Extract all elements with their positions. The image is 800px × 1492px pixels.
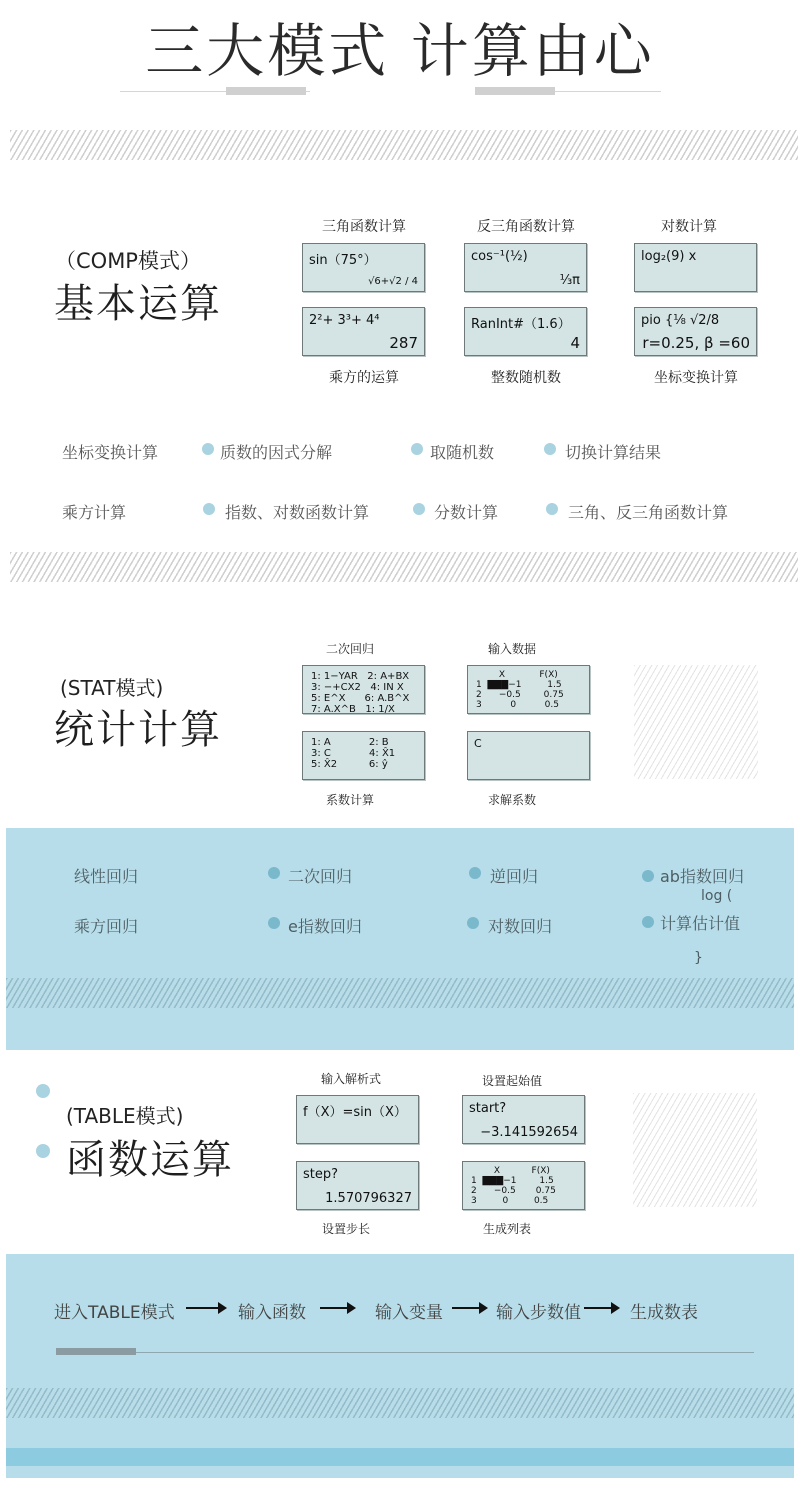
- screen-caption: 求解系数: [487, 793, 536, 807]
- calculator-screen-data-table: [467, 665, 590, 714]
- hatch-placeholder: [634, 665, 758, 779]
- feature-item: 三角、反三角函数计算: [568, 503, 729, 522]
- flow-step: 生成数表: [630, 1303, 698, 1323]
- feature-item: 分数计算: [434, 503, 499, 522]
- stat-feature-band: [6, 828, 794, 1050]
- title-rule-left-accent: [226, 87, 306, 95]
- page-title: 三大模式 计算由心: [145, 17, 655, 85]
- hatch-divider: [6, 978, 794, 1008]
- screen-line: 2²+ 3³+ 4⁴: [309, 313, 380, 328]
- screen-line: f（X）=sin（X）: [303, 1105, 407, 1120]
- title-rule-right-accent: [475, 87, 555, 95]
- screen-line: cos⁻¹(½): [471, 249, 528, 264]
- bullet-dot-icon: [642, 916, 654, 928]
- band-stripe: [6, 1448, 794, 1466]
- feature-item: 取随机数: [430, 443, 495, 462]
- bullet-dot-icon: [202, 443, 214, 455]
- screen-caption: 设置起始值: [481, 1074, 542, 1088]
- screen-line: step?: [303, 1167, 339, 1182]
- bullet-dot-icon: [411, 443, 423, 455]
- screen-caption: 坐标变换计算: [654, 370, 738, 386]
- flow-step: 输入步数值: [496, 1303, 581, 1323]
- calculator-screen-log: [634, 243, 757, 292]
- calculator-screen-table-output: [462, 1161, 585, 1210]
- flow-rule: [56, 1352, 754, 1353]
- comp-mode-title: 基本运算: [54, 281, 222, 327]
- table-mode-title: 函数运算: [66, 1137, 234, 1183]
- screen-line: sin（75°）: [309, 253, 377, 268]
- screen-line: log₂(9) x: [641, 249, 697, 264]
- screen-caption: 生成列表: [482, 1222, 531, 1236]
- feature-item: 乘方计算: [62, 503, 127, 522]
- screen-result: 4: [570, 334, 580, 352]
- feature-item: 二次回归: [288, 867, 353, 886]
- calculator-screen-ranint: [464, 307, 587, 356]
- bullet-dot-icon: [36, 1084, 50, 1098]
- bullet-dot-icon: [467, 917, 479, 929]
- feature-item: 乘方回归: [74, 917, 139, 936]
- calculator-screen-step: [296, 1161, 419, 1210]
- screen-caption: 系数计算: [325, 793, 374, 807]
- flow-step: 进入TABLE模式: [54, 1303, 175, 1323]
- screen-caption: 乘方的运算: [329, 370, 399, 386]
- screen-caption: 输入数据: [487, 642, 536, 656]
- screen-caption: 二次回归: [325, 642, 374, 656]
- calculator-screen-solve: [467, 731, 590, 780]
- flow-rule-accent: [56, 1348, 136, 1355]
- hatch-divider: [6, 1388, 794, 1418]
- arrow-head-icon: [218, 1302, 227, 1314]
- screen-result: 287: [389, 334, 418, 352]
- calculator-screen-coefficients: [302, 731, 425, 780]
- arrow-head-icon: [479, 1302, 488, 1314]
- bullet-dot-icon: [546, 503, 558, 515]
- calculator-screen-regression-menu: [302, 665, 425, 714]
- table-mode-label: (TABLE模式): [66, 1104, 184, 1128]
- screen-result: −3.141592654: [480, 1125, 578, 1140]
- feature-item: 指数、对数函数计算: [225, 503, 370, 522]
- log-fragment: log (: [701, 888, 733, 904]
- feature-item: 切换计算结果: [565, 443, 662, 462]
- screen-text: C: [474, 737, 482, 750]
- bullet-dot-icon: [36, 1144, 50, 1158]
- brace-fragment: }: [694, 950, 703, 966]
- flow-step: 输入函数: [238, 1303, 306, 1323]
- bullet-dot-icon: [469, 867, 481, 879]
- bullet-dot-icon: [268, 917, 280, 929]
- arrow-head-icon: [347, 1302, 356, 1314]
- screen-line: pio {⅛ √2/8: [641, 313, 720, 328]
- bullet-dot-icon: [268, 867, 280, 879]
- screen-caption: 对数计算: [661, 219, 717, 235]
- screen-caption: 反三角函数计算: [477, 219, 575, 235]
- table-flow-band: [6, 1254, 794, 1478]
- screen-caption: 输入解析式: [320, 1072, 381, 1086]
- calculator-screen-function: [296, 1095, 419, 1144]
- bullet-dot-icon: [413, 503, 425, 515]
- flow-step: 输入变量: [375, 1303, 443, 1323]
- screen-result: √6+√2 / 4: [368, 276, 418, 287]
- calculator-screen-power: [302, 307, 425, 356]
- screen-text: 1: 1−YAR 2: A+BX 3: −+CX2 4: IN X 5: E^X 6: A.B^X 7: A.X^B 1: 1/X: [311, 671, 410, 715]
- calculator-screen-sin: [302, 243, 425, 292]
- screen-text: 1: A 2: B 3: C 4: X̂1 5: X̂2 6: ŷ: [311, 737, 396, 770]
- feature-item: 计算估计值: [660, 914, 741, 933]
- calculator-screen-acos: [464, 243, 587, 292]
- screen-result: 1.570796327: [325, 1191, 412, 1206]
- feature-item: ab指数回归: [660, 867, 744, 886]
- screen-result: ⅓π: [559, 273, 580, 288]
- screen-caption: 设置步长: [321, 1222, 370, 1236]
- stat-mode-label: (STAT模式): [60, 676, 164, 700]
- screen-text: X F(X) 1 ▇▇▇−1 1.5 2 −0.5 0.75 3 0 0.5: [471, 1166, 556, 1206]
- feature-item: 质数的因式分解: [220, 443, 333, 462]
- feature-item: e指数回归: [288, 917, 362, 936]
- hatch-placeholder: [633, 1093, 757, 1207]
- screen-text: X F(X) 1 ▇▇▇−1 1.5 2 −0.5 0.75 3 0 0.5: [476, 670, 564, 710]
- stat-mode-title: 统计计算: [54, 707, 222, 753]
- screen-result: r=0.25, β =60: [642, 334, 750, 352]
- arrow-right-icon: [320, 1307, 350, 1309]
- comp-mode-label: （COMP模式）: [55, 249, 201, 273]
- screen-caption: 三角函数计算: [322, 219, 406, 235]
- feature-item: 逆回归: [490, 867, 539, 886]
- feature-item: 线性回归: [74, 867, 139, 886]
- feature-item: 坐标变换计算: [62, 443, 159, 462]
- hatch-divider: [10, 552, 798, 582]
- hatch-divider: [10, 130, 798, 160]
- screen-line: start?: [469, 1101, 507, 1116]
- screen-line: RanInt#（1.6）: [471, 317, 571, 332]
- bullet-dot-icon: [203, 503, 215, 515]
- feature-item: 对数回归: [488, 917, 553, 936]
- screen-caption: 整数随机数: [491, 370, 561, 386]
- calculator-screen-polar: [634, 307, 757, 356]
- arrow-head-icon: [611, 1302, 620, 1314]
- bullet-dot-icon: [544, 443, 556, 455]
- arrow-right-icon: [452, 1307, 482, 1309]
- calculator-screen-start: [462, 1095, 585, 1144]
- bullet-dot-icon: [642, 870, 654, 882]
- arrow-right-icon: [584, 1307, 614, 1309]
